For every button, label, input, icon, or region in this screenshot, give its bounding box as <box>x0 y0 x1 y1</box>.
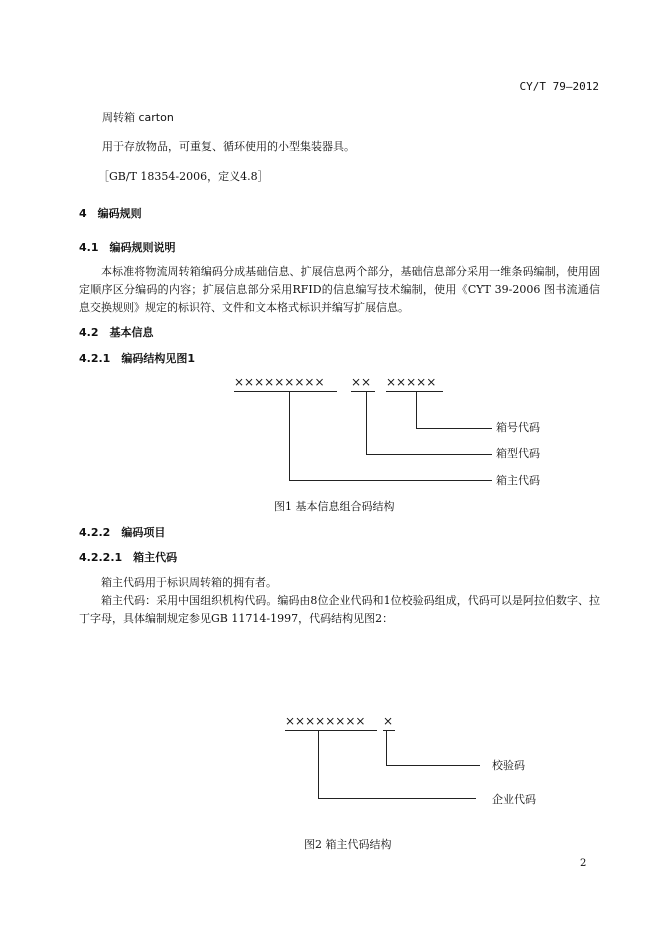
page-number: 2 <box>580 858 587 869</box>
section-4-2-2-1-title: 4.2.2.1 箱主代码 <box>79 551 178 564</box>
section-4-1-text: 本标准将物流周转箱编码分成基础信息、扩展信息两个部分，基础信息部分采用一维条码编制，使用固定顺序区分编码的内容；扩展信息部分采用RFID的信息编写技术编制，使用《CYT 39-2006 图书流通信息交换规则》规定的标识符、文件和文本格式标识并编写扩展信息。 <box>79 265 600 314</box>
fig2-group-company: ×××××××× <box>285 714 366 728</box>
section-4-2-1-title: 4.2.1 编码结构见图1 <box>79 352 195 365</box>
section-4-2-title: 4.2 基本信息 <box>79 326 154 339</box>
term-source: ［GB/T 18354-2006，定义4.8］ <box>98 170 269 183</box>
fig2-label-check: 校验码 <box>492 759 525 772</box>
standard-code: CY/T 79—2012 <box>519 80 599 93</box>
fig1-group-type: ×× <box>351 375 372 389</box>
owner-code-purpose: 箱主代码用于标识周转箱的拥有者。 <box>101 576 277 589</box>
section-4-2-2-title: 4.2.2 编码项目 <box>79 526 166 539</box>
fig1-label-owner: 箱主代码 <box>496 474 540 487</box>
fig1-group-owner: ××××××××× <box>234 375 325 389</box>
term-definition: 用于存放物品，可重复、循环使用的小型集装器具。 <box>102 140 355 153</box>
owner-code-description: 箱主代码：采用中国组织机构代码。编码由8位企业代码和1位校验码组成，代码可以是阿拉伯数字、拉丁字母，具体编制规定参见GB 11714-1997，代码结构见图2： <box>79 594 600 625</box>
section-4-1-title: 4.1 编码规则说明 <box>79 241 176 254</box>
fig2-caption: 图2 箱主代码结构 <box>304 838 392 851</box>
fig1-label-box-number: 箱号代码 <box>496 421 540 434</box>
fig1-label-box-type: 箱型代码 <box>496 447 540 460</box>
term-title: 周转箱 carton <box>102 111 174 124</box>
fig2-label-company: 企业代码 <box>492 793 536 806</box>
fig2-group-check: × <box>383 714 394 728</box>
section-4-title: 4 编码规则 <box>79 207 142 220</box>
fig1-group-number: ××××× <box>386 375 437 389</box>
fig1-caption: 图1 基本信息组合码结构 <box>274 500 395 513</box>
